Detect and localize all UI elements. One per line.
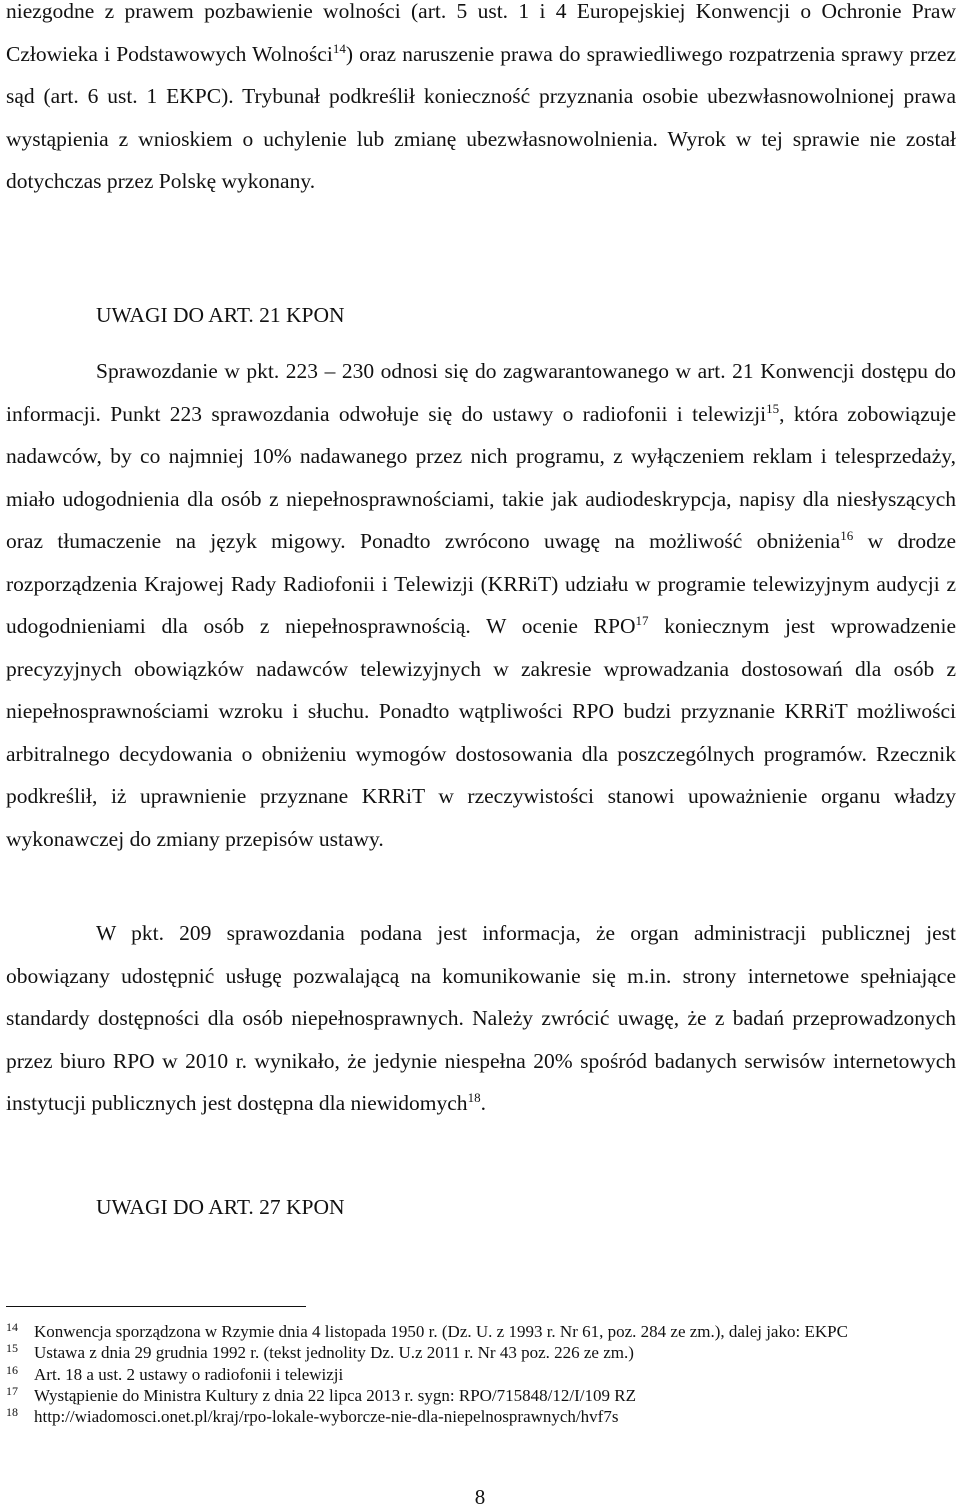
footnote-17: [6, 1385, 956, 1406]
footnote-14: [6, 1321, 956, 1342]
footnote-number: 15: [6, 1341, 18, 1356]
footnote-text: Ustawa z dnia 29 grudnia 1992 r. (tekst jednolity Dz. U.z 2011 r. Nr 43 poz. 226 ze zm.): [34, 1343, 634, 1363]
footnote-ref-14[interactable]: 14: [332, 40, 346, 56]
footnote-ref-15[interactable]: 15: [766, 400, 780, 416]
footnote-ref-16[interactable]: 16: [840, 527, 854, 543]
paragraph-ekpc: [6, 0, 956, 203]
footnote-ref-17[interactable]: 17: [635, 612, 649, 628]
paragraph-pkt209: [6, 912, 956, 1125]
section-heading-art21: UWAGI DO ART. 21 KPON: [96, 303, 345, 327]
footnote-18: [6, 1406, 956, 1427]
paragraph-text: .: [480, 1091, 486, 1115]
paragraph-text: Sprawozdanie w pkt. 223 – 230 odnosi się do zagwarantowanego w art. 21 Konwencji dostępu do informacji. Punkt 223 sprawozdania odwołuje się do ustawy o radiofonii i telewizji: [6, 359, 956, 426]
footnote-16: [6, 1364, 956, 1385]
footnote-15: [6, 1342, 956, 1363]
footnote-separator: [6, 1306, 306, 1307]
footnotes-list: [6, 1321, 956, 1427]
footnote-number: 16: [6, 1362, 18, 1377]
paragraph-art21: [6, 350, 956, 860]
footnote-text: Konwencja sporządzona w Rzymie dnia 4 listopada 1950 r. (Dz. U. z 1993 r. Nr 61, poz. 284 ze zm.), dalej jako: EKPC: [34, 1322, 848, 1341]
paragraph-text: ) oraz naruszenie prawa do sprawiedliwego rozpatrzenia sprawy przez sąd (art. 6 ust. 1 EKPC). Trybunał podkreślił konieczność przyznania osobie ubezwłasnowolnionej prawa wystąpienia z wnioskiem o uchylenie lub zmianę ubezwłasnowolnienia. Wyrok w tej sprawie nie został dotychczas przez Polskę wykonany.: [6, 41, 957, 193]
paragraph-text: , która zobowiązuje nadawców, by co najmniej 10% nadawanego przez nich programu, z wyłączeniem reklam i telesprzedaży, miało udogodnienia dla osób z niepełnosprawnościami, takie jak audiodeskrypcja, napisy dla niesłyszących oraz tłumaczenie na język migowy. Ponadto zwrócono uwagę na możliwość obniżenia: [6, 401, 956, 553]
page-number: 8: [474, 1485, 486, 1509]
footnote-link[interactable]: http://wiadomosci.onet.pl/kraj/rpo-lokale-wyborcze-nie-dla-niepelnosprawnych/hvf7s: [34, 1407, 619, 1427]
footnote-number: 17: [6, 1383, 18, 1398]
footnote-number: 18: [6, 1405, 18, 1420]
footnote-ref-18[interactable]: 18: [467, 1089, 481, 1105]
section-heading-art27: UWAGI DO ART. 27 KPON: [96, 1195, 345, 1219]
paragraph-text: niezgodne z prawem pozbawienie wolności (art. 5 ust. 1 i 4 Europejskiej Konwencji o Ochronie Praw Człowieka i Podstawowych Wolności: [6, 0, 956, 66]
paragraph-text: koniecznym jest wprowadzenie precyzyjnych obowiązków nadawców telewizyjnych w zakresie wprowadzania dostosowań dla osób z niepełnosprawnościami wzroku i słuchu. Ponadto wątpliwości RPO budzi przyznanie KRRiT możliwości arbitralnego decydowania o obniżeniu wymogów dostosowania dla poszczególnych programów. Rzecznik podkreślił, iż uprawnienie przyznane KRRiT w rzeczywistości stanowi upoważnienie organu władzy wykonawczej do zmiany przepisów ustawy.: [6, 614, 956, 851]
footnote-text: Wystąpienie do Ministra Kultury z dnia 22 lipca 2013 r. sygn: RPO/715848/12/I/109 RZ: [34, 1385, 636, 1405]
paragraph-text: w drodze rozporządzenia Krajowej Rady Radiofonii i Telewizji (KRRiT) udziału w programie telewizyjnym audycji z udogodnieniami dla osób z niepełnosprawnością. W ocenie RPO: [6, 529, 956, 638]
footnote-number: 14: [6, 1320, 18, 1334]
paragraph-text: W pkt. 209 sprawozdania podana jest informacja, że organ administracji publicznej jest obowiązany udostępnić usługę pozwalającą na komunikowanie się m.in. strony internetowe spełniające standardy dostępności dla osób niepełnosprawnych. Należy zwrócić uwagę, że z badań przeprowadzonych przez biuro RPO w 2010 r. wynikało, że jedynie niespełna 20% spośród badanych serwisów internetowych instytucji publicznych jest dostępna dla niewidomych: [6, 921, 956, 1115]
footnote-text: Art. 18 a ust. 2 ustawy o radiofonii i telewizji: [34, 1364, 344, 1384]
